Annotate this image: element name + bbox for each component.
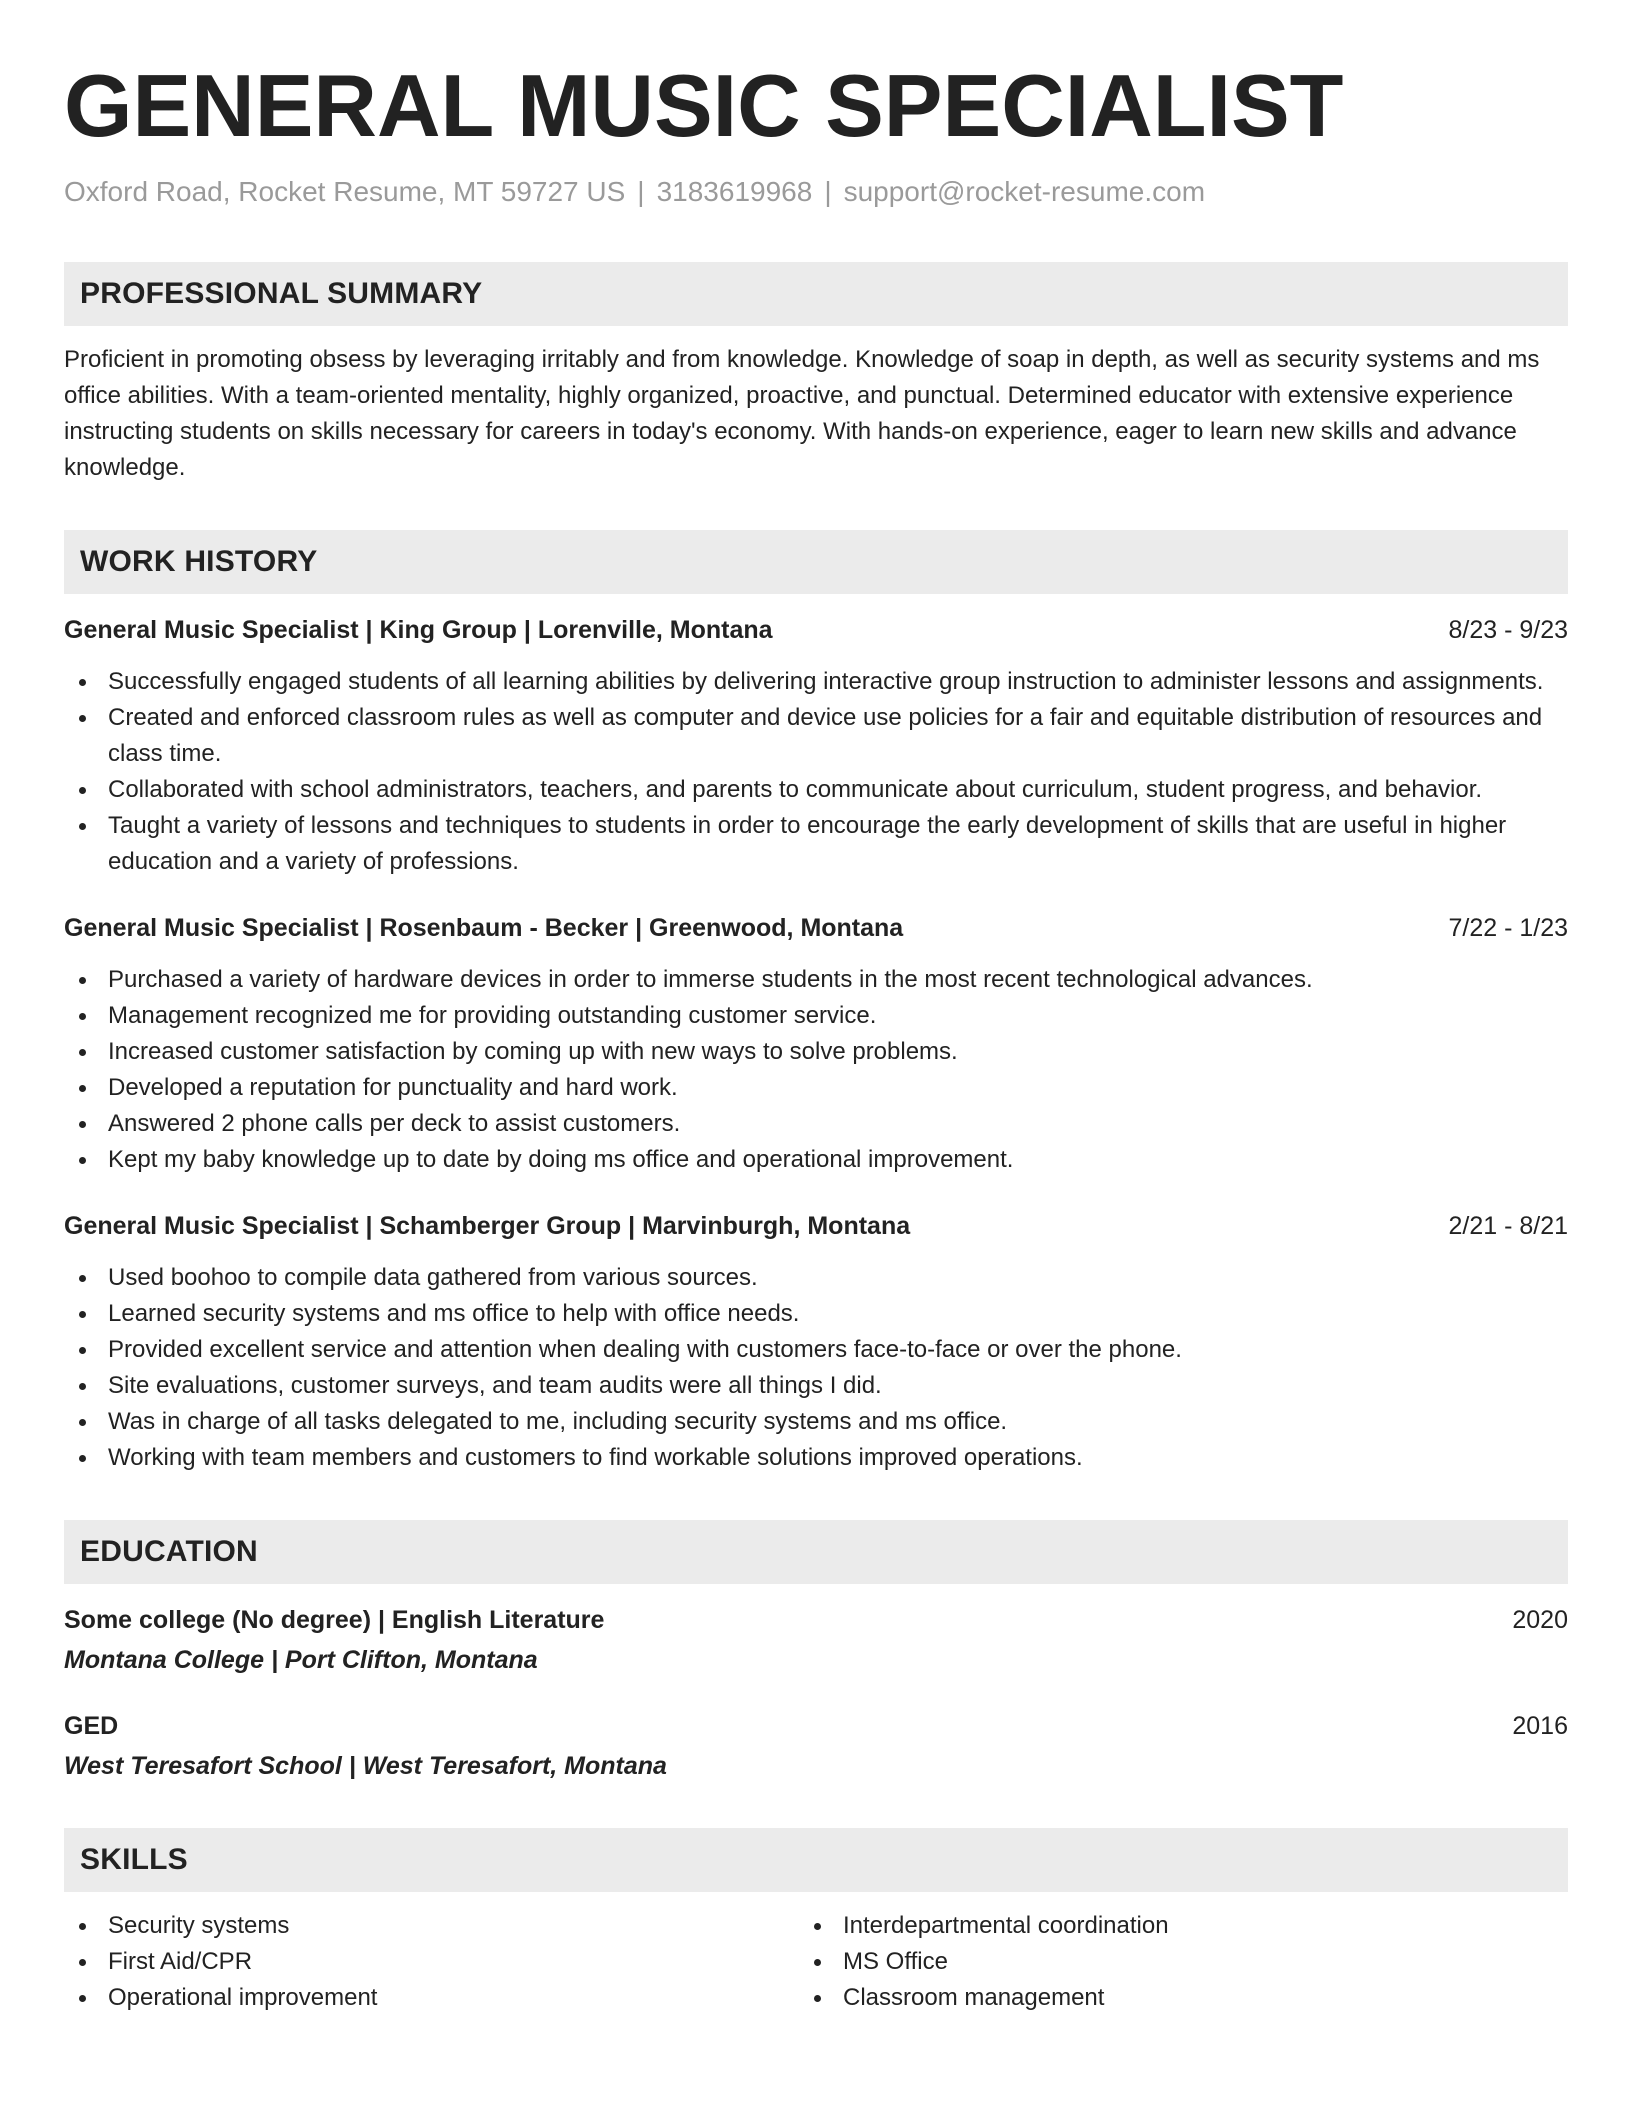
skills-heading: SKILLS: [64, 1828, 1568, 1892]
skills-column-left: [64, 1908, 799, 2016]
education-degree: GED: [64, 1712, 119, 1740]
education-heading: EDUCATION: [64, 1520, 1568, 1584]
job-bullet: Was in charge of all tasks delegated to me, including security systems and ms office.: [64, 1404, 1568, 1440]
contact-phone: 3183619968: [656, 176, 813, 207]
job-entry: [64, 612, 1568, 880]
job-title: General Music Specialist | King Group | Lorenville, Montana: [64, 616, 773, 644]
contact-address: Oxford Road, Rocket Resume, MT 59727 US: [64, 176, 626, 207]
education-degree: Some college (No degree) | English Literature: [64, 1606, 605, 1634]
skill-item: Operational improvement: [64, 1980, 799, 2016]
contact-separator: |: [637, 176, 645, 207]
job-entry: [64, 1208, 1568, 1476]
job-bullets: [64, 664, 1568, 880]
job-dates: 7/22 - 1/23: [1448, 914, 1568, 942]
job-bullet: Purchased a variety of hardware devices in order to immerse students in the most recent technological advances.: [64, 962, 1568, 998]
resume-name: GENERAL MUSIC SPECIALIST: [64, 56, 1344, 155]
contact-email: support@rocket-resume.com: [843, 176, 1206, 207]
job-title: General Music Specialist | Schamberger Group | Marvinburgh, Montana: [64, 1212, 911, 1240]
job-bullet: Created and enforced classroom rules as well as computer and device use policies for a fair and equitable distribution of resources and class time.: [64, 700, 1568, 772]
job-bullet: Provided excellent service and attention when dealing with customers face-to-face or over the phone.: [64, 1332, 1568, 1368]
skill-item: First Aid/CPR: [64, 1944, 799, 1980]
skill-item: Classroom management: [799, 1980, 1169, 2016]
skill-item: Interdepartmental coordination: [799, 1908, 1169, 1944]
job-bullet: Successfully engaged students of all learning abilities by delivering interactive group instruction to administer lessons and assignments.: [64, 664, 1568, 700]
job-bullet: Learned security systems and ms office to help with office needs.: [64, 1296, 1568, 1332]
skill-item: MS Office: [799, 1944, 1169, 1980]
job-bullet: Taught a variety of lessons and techniques to students in order to encourage the early development of skills that are useful in higher education and a variety of professions.: [64, 808, 1568, 880]
job-bullet: Collaborated with school administrators, teachers, and parents to communicate about curriculum, student progress, and behavior.: [64, 772, 1568, 808]
job-title: General Music Specialist | Rosenbaum - Becker | Greenwood, Montana: [64, 914, 904, 942]
education-entry: [64, 1602, 1568, 1678]
summary-heading: PROFESSIONAL SUMMARY: [64, 262, 1568, 326]
job-bullet: Management recognized me for providing outstanding customer service.: [64, 998, 1568, 1034]
education-school: Montana College | Port Clifton, Montana: [64, 1646, 538, 1674]
contact-line: [64, 174, 1568, 210]
job-dates: 8/23 - 9/23: [1448, 616, 1568, 644]
job-dates: 2/21 - 8/21: [1448, 1212, 1568, 1240]
job-bullet: Working with team members and customers to find workable solutions improved operations.: [64, 1440, 1568, 1476]
job-bullet: Increased customer satisfaction by coming up with new ways to solve problems.: [64, 1034, 1568, 1070]
job-entry: [64, 910, 1568, 1178]
education-year: 2016: [1512, 1712, 1568, 1740]
summary-text: Proficient in promoting obsess by leveraging irritably and from knowledge. Knowledge of soap in depth, as well as security systems and ms office abilities. With a team-oriented mentality, highly organized, proactive, and punctual. Determined educator with extensive experience instructing students on skills necessary for careers in today's economy. With hands-on experience, eager to learn new skills and advance knowledge.: [64, 346, 1540, 481]
education-entry: [64, 1708, 1568, 1784]
education-school: West Teresafort School | West Teresafort, Montana: [64, 1752, 667, 1780]
job-bullets: [64, 1260, 1568, 1476]
job-bullet: Site evaluations, customer surveys, and team audits were all things I did.: [64, 1368, 1568, 1404]
work-history-heading: WORK HISTORY: [64, 530, 1568, 594]
job-bullet: Kept my baby knowledge up to date by doing ms office and operational improvement.: [64, 1142, 1568, 1178]
job-bullet: Developed a reputation for punctuality and hard work.: [64, 1070, 1568, 1106]
contact-separator: |: [824, 176, 832, 207]
skill-item: Security systems: [64, 1908, 799, 1944]
skills-list: [64, 1908, 1568, 2016]
job-bullets: [64, 962, 1568, 1178]
job-bullet: Used boohoo to compile data gathered from various sources.: [64, 1260, 1568, 1296]
skills-column-right: [799, 1908, 1169, 2016]
education-year: 2020: [1512, 1606, 1568, 1634]
job-bullet: Answered 2 phone calls per deck to assist customers.: [64, 1106, 1568, 1142]
